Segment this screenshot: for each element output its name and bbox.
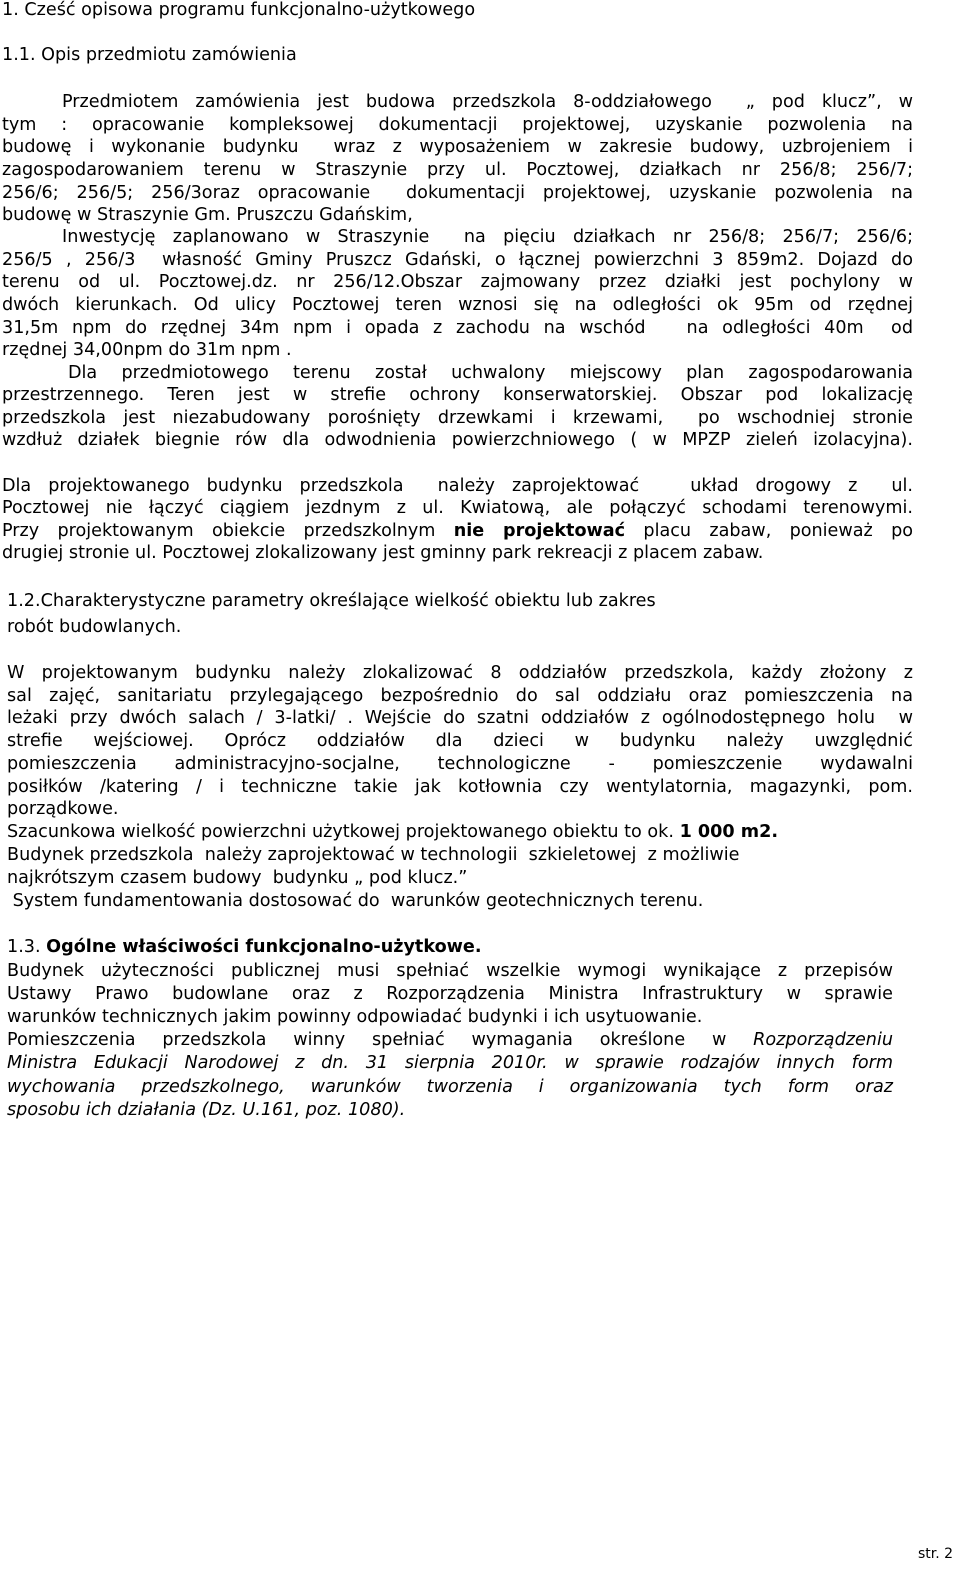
text-line: 31,5m npm do rzędnej 34m npm i opada z zachodu na wschód na odległości 40m od [2,318,913,338]
text-line: warunków technicznych jakim powinny odpowiadać budynki i ich usytuowanie. [7,1007,703,1027]
italic-run: Rozporządzeniu [753,1030,893,1050]
text-line: Pocztowej nie łączyć ciągiem jezdnym z ul. Kwiatową, ale połączyć schodami terenowymi. [2,498,913,518]
text-line: najkrótszym czasem budowy budynku „ pod klucz.” [7,868,468,888]
text-line: strefie wejściowej. Oprócz oddziałów dla dzieci w budynku należy uwzględnić [7,731,913,751]
section-1-2-heading-cont: robót budowlanych. [7,617,182,637]
emphasis-area: 1 000 m2. [679,822,779,842]
text-line: pomieszczenia administracyjno-socjalne, technologiczne - pomieszczenie wydawalni [7,754,913,774]
text-line: przedszkola jest niezabudowany porośnięty drzewkami i krzewami, po wschodniej stronie [2,408,913,428]
text-line: terenu od ul. Pocztowej.dz. nr 256/12.Obszar zajmowany przez działki jest pochylony w [2,272,913,292]
text-line: posiłków /katering / i techniczne takie jak kotłownia czy wentylatornia, magazynki, pom. [7,777,913,797]
text-line: budowę w Straszynie Gm. Pruszczu Gdańskim, [2,205,413,225]
section-1-1-heading: 1.1. Opis przedmiotu zamówienia [2,45,297,65]
text-line: dwóch kierunkach. Od ulicy Pocztowej teren wznosi się na odległości ok 95m od rzędnej [2,295,913,315]
text-line: tym : opracowanie kompleksowej dokumentacji projektowej, uzyskanie pozwolenia na [2,115,913,135]
text-line: zagospodarowaniem terenu w Straszynie przy ul. Pocztowej, działkach nr 256/8; 256/7; [2,160,913,180]
section-title: Ogólne właściwości funkcjonalno-użytkowe. [46,937,482,957]
text-line: rzędnej 34,00npm do 31m npm . [2,340,292,360]
text-line: sposobu ich działania (Dz. U.161, poz. 1080). [7,1100,406,1120]
text-line: drugiej stronie ul. Pocztowej zlokalizowany jest gminny park rekreacji z placem zabaw. [2,543,764,563]
page-number: str. 2 [918,1546,954,1562]
text-line: wychowania przedszkolnego, warunków tworzenia i organizowania tych form oraz [7,1077,893,1097]
section-1-2-heading: 1.2.Charakterystyczne parametry określające wielkość obiektu lub zakres [7,591,656,611]
text-line: leżaki przy dwóch salach / 3-latki/ . Wejście do szatni oddziałów z ogólnodostępnego holu w [7,708,913,728]
text-run: Pomieszczenia przedszkola winny spełniać wymagania określone w [7,1030,754,1050]
text-line: przestrzennego. Teren jest w strefie ochrony konserwatorskiej. Obszar pod lokalizację [2,385,913,405]
text-line: Przedmiotem zamówienia jest budowa przedszkola 8-oddziałowego „ pod klucz”, w [62,92,913,112]
text-line: System fundamentowania dostosować do warunków geotechnicznych terenu. [7,891,704,911]
text-line [7,822,960,842]
text-line: budowę i wykonanie budynku wraz z wyposażeniem w zakresie budowy, uzbrojeniem i [2,137,913,157]
text-line: W projektowanym budynku należy zlokalizować 8 oddziałów przedszkola, każdy złożony z [7,663,913,683]
text-run: Szacunkowa wielkość powierzchni użytkowej projektowanego obiektu to ok. [7,822,680,842]
text-line: Dla projektowanego budynku przedszkola należy zaprojektować układ drogowy z ul. [2,476,913,496]
text-line: Budynek przedszkola należy zaprojektować w technologii szkieletowej z możliwie [7,845,740,865]
text-run: Przy projektowanym obiekcie przedszkolnym [2,521,454,541]
text-line [2,521,913,541]
text-line: Inwestycję zaplanowano w Straszynie na pięciu działkach nr 256/8; 256/7; 256/6; [62,227,913,247]
text-line: Ustawy Prawo budowlane oraz z Rozporządzenia Ministra Infrastruktury w sprawie [7,984,893,1004]
text-line: Dla przedmiotowego terenu został uchwalony miejscowy plan zagospodarowania [68,363,913,383]
text-run: placu zabaw, ponieważ po [625,521,913,541]
text-line: porządkowe. [7,799,119,819]
text-line: 256/5 , 256/3 własność Gminy Pruszcz Gdański, o łącznej powierzchni 3 859m2. Dojazd do [2,250,913,270]
text-line: 256/6; 256/5; 256/3oraz opracowanie dokumentacji projektowej, uzyskanie pozwolenia na [2,183,913,203]
text-line: Ministra Edukacji Narodowej z dn. 31 sierpnia 2010r. w sprawie rodzajów innych form [7,1053,893,1073]
section-1-heading: 1. Cześć opisowa programu funkcjonalno-użytkowego [2,0,476,20]
text-line: sal zajęć, sanitariatu przylegającego bezpośrednio do sal oddziału oraz pomieszczenia na [7,686,913,706]
text-line [7,1030,893,1050]
text-line: Budynek użyteczności publicznej musi spełniać wszelkie wymogi wynikające z przepisów [7,961,893,981]
text-line: wzdłuż działek biegnie rów dla odwodnienia powierzchniowego ( w MPZP zieleń izolacyjna). [2,430,913,450]
emphasis-nie-projektowac: nie projektować [453,521,626,541]
section-number: 1.3. [7,937,47,957]
section-1-3-heading [7,937,960,957]
